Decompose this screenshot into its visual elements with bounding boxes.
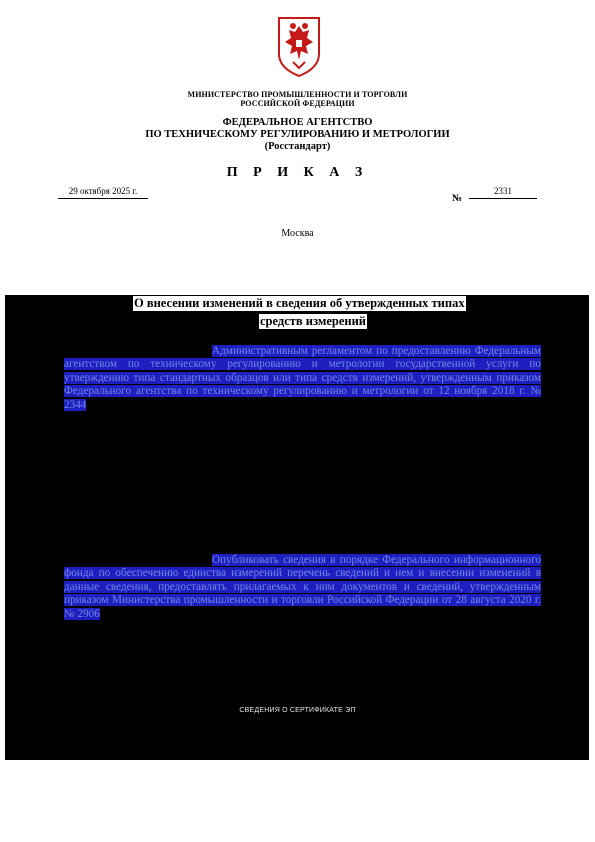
agency-name [0, 117, 595, 153]
agency-line-1: ФЕДЕРАЛЬНОЕ АГЕНТСТВО [222, 117, 373, 128]
number-label: № [452, 193, 463, 204]
ministry-name [0, 90, 595, 108]
paragraph-2-text: Опубликовать сведения в порядке Федерального информационного фонда по обеспечению единства измерений перечень сведений и нем и внесении изменений в данные сведения, предоставлять прилагаемых к ним документов и сведений, утвержденным приказом Министерства промышленности и торговли Российской Федерации от 28 августа 2020 г. № 2906 [64, 554, 541, 620]
city: Москва [281, 228, 314, 239]
order-number: 2331 [469, 186, 537, 199]
certificate-label: СВЕДЕНИЯ О СЕРТИФИКАТЕ ЭП [239, 707, 356, 714]
document-type: П Р И К А З [226, 165, 369, 180]
paragraph-1-text: Административным регламентом по предоставлению Федеральным агентством по техническому регулированию и метрологии государственной услуги по утверждению типа стандартных образцов или типа средств измерений, утвержденным приказом Федерального агентства по техническому регулированию и метрологии от 12 ноября 2018 г. № 2344 [64, 345, 541, 411]
coat-of-arms-icon [275, 14, 323, 78]
ministry-line-1: МИНИСТЕРСТВО ПРОМЫШЛЕННОСТИ И ТОРГОВЛИ [187, 90, 408, 99]
paragraph-1 [64, 345, 541, 412]
order-date: 29 октября 2025 г. [58, 186, 148, 199]
order-title-line-2: средств измерений [260, 314, 366, 328]
agency-line-3: (Росстандарт) [264, 141, 331, 152]
order-title-line-1: О внесении изменений в сведения об утвержденных типах [134, 296, 465, 310]
ministry-line-2: РОССИЙСКОЙ ФЕДЕРАЦИИ [240, 99, 355, 108]
agency-line-2: ПО ТЕХНИЧЕСКОМУ РЕГУЛИРОВАНИЮ И МЕТРОЛОГИИ [145, 129, 450, 140]
paragraph-2 [64, 554, 541, 621]
